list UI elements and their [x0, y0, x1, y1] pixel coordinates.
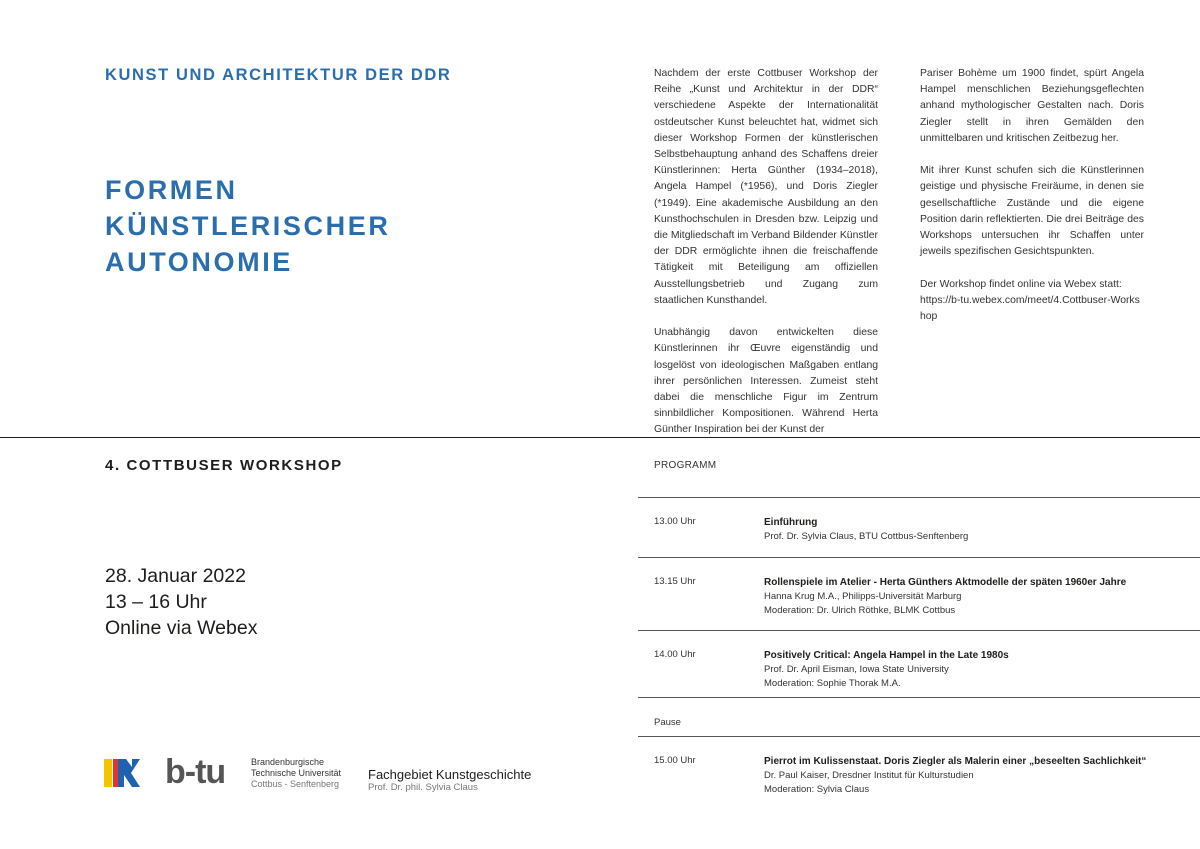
- title-line-1: FORMEN: [105, 175, 238, 205]
- program-title: Rollenspiele im Atelier - Herta Günthers Aktmodelle der späten 1960er Jahre: [764, 577, 1127, 588]
- bk-logo-icon: [104, 757, 140, 789]
- department-name: Fachgebiet Kunstgeschichte: [368, 767, 532, 782]
- btu-name-line: Technische Universität: [251, 768, 342, 778]
- program-time: 13.00 Uhr: [654, 516, 696, 527]
- event-details: [105, 563, 257, 641]
- webex-info: [920, 277, 1144, 326]
- paragraph: Pariser Bohème um 1900 findet, spürt Angela Hampel menschlichen Beziehungsgeflechten anhand mythologischer Gestalten nach. Doris Ziegler stellt in ihren Gemälden den unmittelbaren und kritischen Zeitbezug her.: [920, 68, 1144, 144]
- program-line: Prof. Dr. Sylvia Claus, BTU Cottbus-Senftenberg: [764, 531, 969, 542]
- program-time: 14.00 Uhr: [654, 649, 696, 660]
- program-item: [638, 497, 1200, 557]
- program-title: Pierrot im Kulissenstaat. Doris Ziegler als Malerin einer „beseelten Sachlichkeit“: [764, 756, 1147, 767]
- program-title: Positively Critical: Angela Hampel in the Late 1980s: [764, 650, 1009, 661]
- program-time: 15.00 Uhr: [654, 755, 696, 766]
- department-head: Prof. Dr. phil. Sylvia Claus: [368, 782, 478, 793]
- btu-name-line: Cottbus - Senftenberg: [251, 779, 340, 789]
- event-location: Online via Webex: [105, 617, 258, 639]
- paragraph: Nachdem der erste Cottbuser Workshop der Reihe „Kunst und Architektur in der DDR“ verschiedene Aspekte der Internationalität ostdeutscher Kunst beleuchtet hat, widmet sich dieser Workshop Formen der künstlerischen Selbstbehauptung anhand des Schaffens dreier Künstlerinnen: Herta Günther (1934–2018), Angela Hampel (*1956), und Doris Ziegler (*1949). Eine akademische Ausbildung an den Kunsthochschulen in Dresden bzw. Leipzig und die Mitgliedschaft im Verband Bildender Künstler der DDR ermöglichte ihnen die freischaffende Tätigkeit mit Beteiligung am offiziellen Ausstellungsbetrieb und Zugang zum staatlichen Kunsthandel.: [654, 68, 878, 306]
- paragraph: Mit ihrer Kunst schufen sich die Künstlerinnen geistige und physische Freiräume, in denen sie gesellschaftliche Zustände und die eigene Position darin reflektierten. Die drei Beiträge des Workshops untersuchen ihr Schaffen unter jeweils spezifischen Gesichtspunkten.: [920, 165, 1144, 258]
- program-line: Moderation: Sophie Thorak M.A.: [764, 678, 901, 689]
- series-title: KUNST UND ARCHITEKTUR DER DDR: [105, 66, 452, 84]
- text-column-right: [920, 66, 1144, 341]
- program-line: Moderation: Dr. Ulrich Röthke, BLMK Cottbus: [764, 605, 956, 616]
- program-line: Hanna Krug M.A., Philipps-Universität Marburg: [764, 591, 962, 602]
- btu-name: [251, 757, 341, 790]
- program-item: [638, 736, 1200, 806]
- program-pause: [638, 697, 1200, 736]
- text-column-left: [654, 66, 878, 455]
- page-title: [105, 172, 390, 280]
- program-title: Einführung: [764, 517, 818, 528]
- event-date: 28. Januar 2022: [105, 565, 246, 587]
- section-divider: [0, 437, 1200, 438]
- title-line-3: AUTONOMIE: [105, 247, 293, 277]
- btu-logo-icon: b-tu: [165, 753, 226, 791]
- program-line: Dr. Paul Kaiser, Dresdner Institut für Kulturstudien: [764, 770, 974, 781]
- program-heading: PROGRAMM: [654, 460, 717, 471]
- department: [368, 767, 531, 793]
- btu-name-line: Brandenburgische: [251, 757, 325, 767]
- webex-intro: Der Workshop findet online via Webex statt:: [920, 278, 1122, 290]
- program-list: [638, 497, 1200, 806]
- title-line-2: KÜNSTLERISCHER: [105, 211, 391, 241]
- program-item: [638, 557, 1200, 630]
- program-line: Prof. Dr. April Eisman, Iowa State University: [764, 664, 949, 675]
- event-time: 13 – 16 Uhr: [105, 591, 207, 613]
- webex-link[interactable]: https://b-tu.webex.com/meet/4.Cottbuser-Workshop: [920, 294, 1140, 323]
- program-line: Moderation: Sylvia Claus: [764, 784, 870, 795]
- pause-label: Pause: [654, 717, 681, 728]
- program-item: [638, 630, 1200, 697]
- program-time: 13.15 Uhr: [654, 576, 696, 587]
- workshop-label: 4. COTTBUSER WORKSHOP: [105, 457, 343, 474]
- paragraph: Unabhängig davon entwickelten diese Künstlerinnen ihr Œuvre eigenständig und losgelöst von ideologischen Maßgaben entlang ihrer persönlichen Interessen. Zumeist steht dabei die menschliche Figur im Zentrum sinnbildlicher Kompositionen. Während Herta Günther Inspiration bei der Kunst der: [654, 327, 878, 436]
